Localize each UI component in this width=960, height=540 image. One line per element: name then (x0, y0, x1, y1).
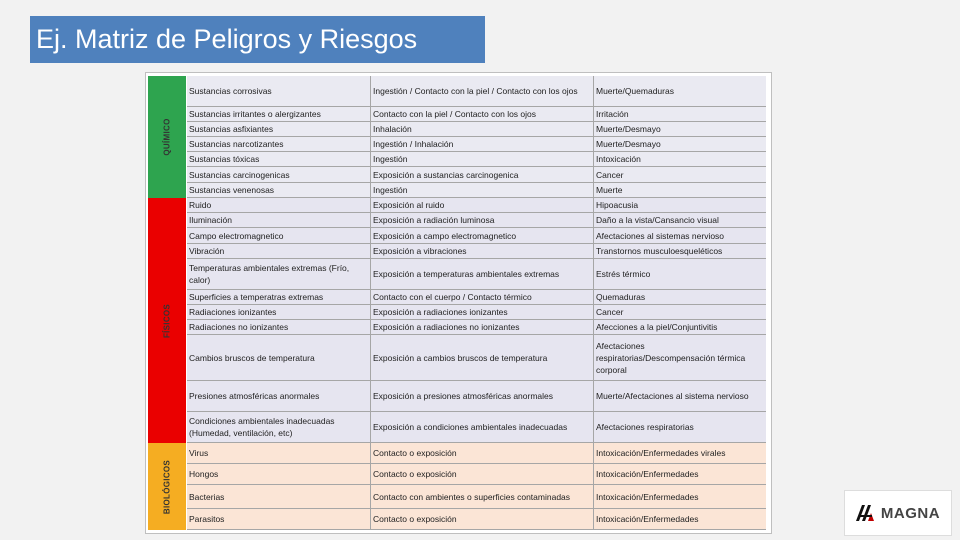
category-label: FÍSICOS (162, 303, 172, 338)
exposure-cell: Inhalación (371, 122, 594, 136)
category-band-fisicos (148, 198, 186, 443)
table-row (187, 228, 766, 244)
exposure-cell: Exposición a sustancias carcinogenica (371, 167, 594, 182)
exposure-cell: Exposición a radiaciones no ionizantes (371, 320, 594, 334)
consequence-cell: Daño a la vista/Cansancio visual (596, 215, 719, 225)
category-band-biologicos (148, 443, 186, 530)
consequence-cell: Afectaciones al sistemas nervioso (596, 230, 725, 241)
hazard-cell: Ruido (187, 198, 371, 212)
exposure-cell: Exposición a campo electromagnetico (371, 228, 594, 243)
category-label: BIOLÓGICOS (162, 459, 172, 514)
exposure-cell: Contacto o exposición (371, 509, 594, 529)
table-row (187, 443, 766, 464)
consequence-cell: Afectaciones respiratorias/Descompensación térmica corporal (596, 340, 746, 375)
exposure-cell: Exposición a vibraciones (371, 244, 594, 258)
exposure-cell: Exposición a radiaciones ionizantes (371, 305, 594, 319)
exposure-cell: Ingestión (371, 152, 594, 166)
table-row (187, 320, 766, 335)
hazard-cell: Sustancias venenosas (187, 183, 371, 197)
logo-text: MAGNA (880, 504, 941, 522)
hazard-cell: Campo electromagnetico (187, 228, 371, 243)
hazard-cell: Sustancias irritantes o alergizantes (187, 107, 371, 121)
consequence-cell: Muerte (596, 185, 623, 195)
category-band-quimico (148, 76, 186, 198)
table-row (187, 305, 766, 320)
table-row (187, 244, 766, 259)
hazard-cell: Temperaturas ambientales extremas (Frío, calor) (187, 259, 371, 289)
exposure-cell: Contacto con el cuerpo / Contacto térmico (371, 290, 594, 304)
hazard-cell: Vibración (187, 244, 371, 258)
exposure-cell: Exposición al ruido (371, 198, 594, 212)
hazard-cell: Presiones atmosféricas anormales (187, 381, 371, 411)
consequence-cell: Transtornos musculoesqueléticos (596, 246, 723, 256)
magna-logo-icon (856, 505, 878, 521)
exposure-cell: Ingestión / Contacto con la piel / Contacto con los ojos (371, 76, 594, 106)
exposure-cell: Exposición a temperaturas ambientales extremas (371, 259, 594, 289)
table-row (187, 381, 766, 412)
hazard-cell: Hongos (187, 464, 371, 484)
hazard-cell: Sustancias asfixiantes (187, 122, 371, 136)
consequence-cell: Intoxicación/Enfermedades (596, 491, 699, 502)
table-row (187, 485, 766, 509)
table-row (187, 213, 766, 228)
exposure-cell: Ingestión (371, 183, 594, 197)
table-row (187, 509, 766, 530)
exposure-cell: Exposición a cambios bruscos de temperatura (371, 335, 594, 380)
hazard-cell: Parasitos (187, 509, 371, 529)
exposure-cell: Exposición a condiciones ambientales inadecuadas (371, 412, 594, 442)
table-row (187, 167, 766, 183)
exposure-cell: Contacto con la piel / Contacto con los ojos (371, 107, 594, 121)
exposure-cell: Exposición a presiones atmosféricas anormales (371, 381, 594, 411)
exposure-cell: Contacto con ambientes o superficies contaminadas (371, 485, 594, 508)
exposure-cell: Contacto o exposición (371, 443, 594, 463)
magna-logo (844, 490, 952, 536)
consequence-cell: Intoxicación (596, 154, 641, 164)
exposure-cell: Ingestión / Inhalación (371, 137, 594, 151)
table-row (187, 76, 766, 107)
table-row (187, 464, 766, 485)
table-row (187, 198, 766, 213)
table-row (187, 152, 766, 167)
consequence-cell: Muerte/Desmayo (596, 139, 661, 149)
hazard-cell: Radiaciones ionizantes (187, 305, 371, 319)
table-row (187, 107, 766, 122)
consequence-cell: Irritación (596, 109, 629, 119)
consequence-cell: Muerte/Desmayo (596, 124, 661, 134)
hazard-cell: Superficies a temperatras extremas (187, 290, 371, 304)
hazard-cell: Virus (187, 443, 371, 463)
hazard-cell: Radiaciones no ionizantes (187, 320, 371, 334)
table-row (187, 137, 766, 152)
hazard-cell: Sustancias tóxicas (187, 152, 371, 166)
consequence-cell: Intoxicación/Enfermedades virales (596, 448, 726, 458)
category-label: QUÍMICO (162, 118, 172, 156)
table-row (187, 290, 766, 305)
consequence-cell: Muerte/Quemaduras (596, 86, 674, 96)
hazard-cell: Condiciones ambientales inadecuadas (Humedad, ventilación, etc) (187, 412, 371, 442)
consequence-cell: Afecciones a la piel/Conjuntivitis (596, 322, 718, 332)
exposure-cell: Exposición a radiación luminosa (371, 213, 594, 227)
hazard-cell: Sustancias narcotizantes (187, 137, 371, 151)
table-row (187, 259, 766, 290)
hazard-cell: Cambios bruscos de temperatura (187, 335, 371, 380)
hazard-cell: Bacterias (187, 485, 371, 508)
consequence-cell: Quemaduras (596, 292, 646, 302)
hazard-cell: Sustancias carcinogenicas (187, 167, 371, 182)
hazard-cell: Iluminación (187, 213, 371, 227)
table-row (187, 335, 766, 381)
consequence-cell: Afectaciones respiratorias (596, 422, 694, 432)
exposure-cell: Contacto o exposición (371, 464, 594, 484)
hazard-cell: Sustancias corrosivas (187, 76, 371, 106)
table-row (187, 412, 766, 443)
table-row (187, 183, 766, 198)
consequence-cell: Hipoacusia (596, 200, 639, 210)
consequence-cell: Estrés térmico (596, 269, 651, 279)
consequence-cell: Intoxicación/Enfermedades (596, 514, 699, 524)
consequence-cell: Cancer (596, 169, 624, 180)
slide-title: Ej. Matriz de Peligros y Riesgos (30, 16, 485, 63)
consequence-cell: Muerte/Afectaciones al sistema nervioso (596, 391, 749, 401)
table-row (187, 122, 766, 137)
consequence-cell: Cancer (596, 307, 624, 317)
consequence-cell: Intoxicación/Enfermedades (596, 469, 699, 479)
